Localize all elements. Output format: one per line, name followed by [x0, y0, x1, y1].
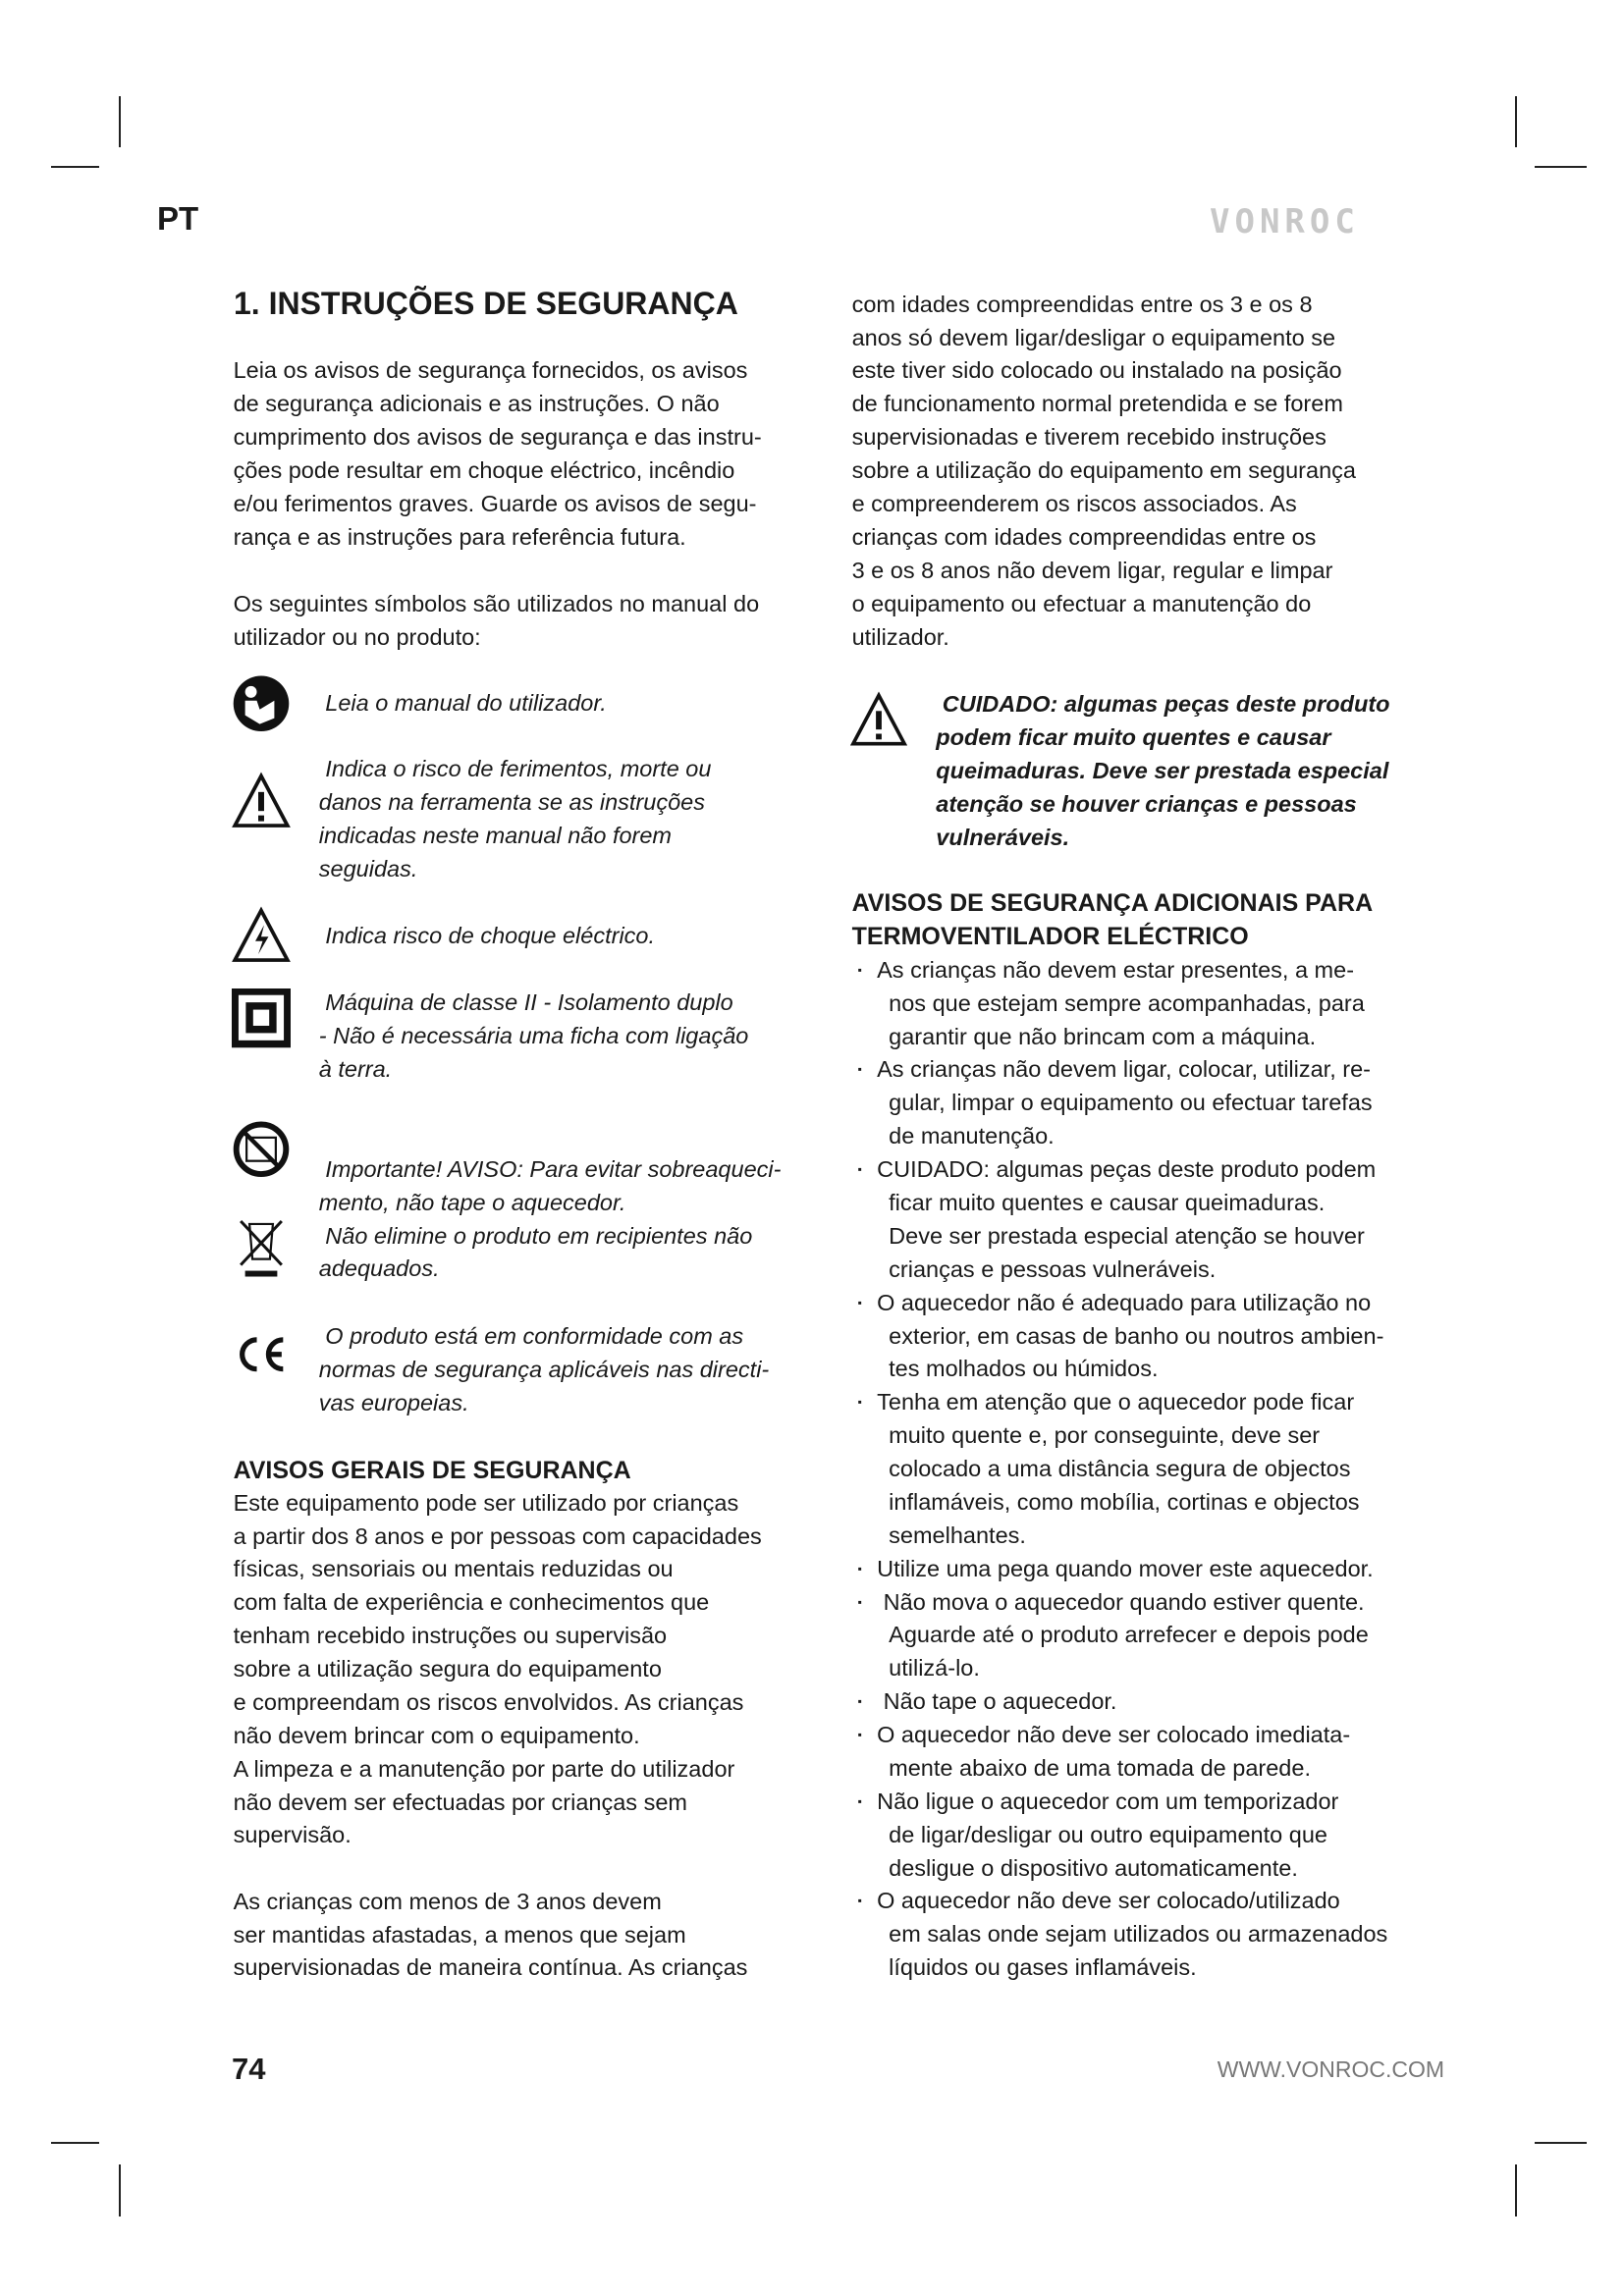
- general-warnings-line: com falta de experiência e conhecimentos que: [233, 1589, 710, 1616]
- bullet-item-line: As crianças não devem estar presentes, a me-: [877, 956, 1355, 983]
- symbol-description-line: vas europeias.: [318, 1389, 469, 1415]
- crop-mark: [119, 2164, 121, 2216]
- crop-mark: [1515, 2164, 1517, 2216]
- symbol-description-line: Importante! AVISO: Para evitar sobreaqueci-: [318, 1155, 782, 1182]
- weee-bin-icon: [232, 1215, 291, 1283]
- ce-mark-icon: [232, 1325, 291, 1393]
- symbol-description-line: normas de segurança aplicáveis nas directi-: [318, 1356, 770, 1382]
- children-warning-line: supervisionadas de maneira contínua. As crianças: [233, 1954, 748, 1981]
- continued-text-line: de funcionamento normal pretendida e se forem: [851, 391, 1343, 417]
- general-warnings-line: A limpeza e a manutenção por parte do utilizador: [233, 1755, 735, 1782]
- warning-triangle-icon: [850, 691, 907, 753]
- continued-text-line: o equipamento ou efectuar a manutenção do: [851, 590, 1312, 616]
- general-warnings-line: sobre a utilização segura do equipamento: [233, 1656, 662, 1682]
- continued-text-line: este tiver sido colocado ou instalado na posição: [851, 357, 1342, 384]
- bullet-icon: ▪: [857, 1594, 862, 1609]
- bullet-item-line: crianças e pessoas vulneráveis.: [889, 1255, 1217, 1282]
- intro-paragraph-line: Leia os avisos de segurança fornecidos, os avisos: [233, 357, 748, 384]
- page-number: 74: [232, 2052, 266, 2086]
- bullet-item-line: de manutenção.: [889, 1123, 1055, 1149]
- vonroc-logo: VONROC: [1210, 202, 1360, 241]
- general-warnings-line: Este equipamento pode ser utilizado por crianças: [233, 1489, 739, 1516]
- intro-paragraph-line: cumprimento dos avisos de segurança e das instru-: [233, 424, 762, 451]
- bullet-icon: ▪: [857, 1395, 862, 1410]
- bullet-item-line: As crianças não devem ligar, colocar, utilizar, re-: [877, 1056, 1371, 1083]
- bullet-item-line: Aguarde até o produto arrefecer e depois pode: [889, 1622, 1369, 1648]
- bullet-item-line: em salas onde sejam utilizados ou armazenados: [889, 1921, 1388, 1948]
- bullet-item-line: exterior, em casas de banho ou noutros ambien-: [889, 1322, 1384, 1349]
- crop-mark: [1535, 166, 1587, 168]
- intro-paragraph-line: ções pode resultar em choque eléctrico, incêndio: [233, 457, 735, 484]
- read-manual-icon: [232, 674, 291, 742]
- general-warnings-line: físicas, sensoriais ou mentais reduzidas ou: [233, 1556, 674, 1582]
- caution-line: atenção se houver crianças e pessoas: [936, 790, 1357, 817]
- intro-paragraph-line: e/ou ferimentos graves. Guarde os avisos de segu-: [233, 490, 757, 516]
- bullet-item-line: Deve ser prestada especial atenção se houver: [889, 1222, 1365, 1249]
- bullet-item-line: inflamáveis, como mobília, cortinas e objectos: [889, 1488, 1360, 1515]
- bullet-item-line: Não ligue o aquecedor com um temporizador: [877, 1788, 1339, 1814]
- continued-text-line: 3 e os 8 anos não devem ligar, regular e limpar: [851, 557, 1333, 583]
- bullet-item-line: O aquecedor não deve ser colocado/utilizado: [877, 1888, 1340, 1914]
- bullet-item-line: Não tape o aquecedor.: [877, 1688, 1117, 1715]
- general-warnings-line: tenham recebido instruções ou supervisão: [233, 1623, 668, 1649]
- caution-line: podem ficar muito quentes e causar: [936, 724, 1331, 751]
- symbol-description-line: seguidas.: [318, 856, 418, 881]
- bullet-item-line: líquidos ou gases inflamáveis.: [889, 1954, 1197, 1981]
- caution-line: CUIDADO: algumas peças deste produto: [936, 691, 1390, 718]
- bullet-item-line: desligue o dispositivo automaticamente.: [889, 1854, 1298, 1881]
- language-code: PT: [157, 200, 199, 237]
- symbol-description-line: Máquina de classe II - Isolamento duplo: [318, 988, 733, 1015]
- crop-mark: [119, 96, 121, 147]
- symbol-description-line: adequados.: [318, 1255, 440, 1282]
- bullet-item-line: mente abaixo de uma tomada de parede.: [889, 1754, 1311, 1781]
- continued-text-line: e compreenderem os riscos associados. As: [851, 490, 1297, 516]
- caution-line: queimaduras. Deve ser prestada especial: [936, 757, 1389, 783]
- general-warnings-line: não devem ser efectuadas por crianças sem: [233, 1789, 687, 1815]
- bullet-item-line: Tenha em atenção que o aquecedor pode ficar: [877, 1389, 1355, 1415]
- crop-mark: [1535, 2142, 1587, 2144]
- bullet-icon: ▪: [857, 1694, 862, 1709]
- general-warnings-line: supervisão.: [233, 1822, 352, 1848]
- bullet-icon: ▪: [857, 1062, 862, 1077]
- bullet-icon: ▪: [857, 1162, 862, 1177]
- symbols-intro-line: utilizador ou no produto:: [233, 623, 481, 650]
- bullet-item-line: CUIDADO: algumas peças deste produto podem: [877, 1156, 1377, 1183]
- symbol-description-line: indicadas neste manual não forem: [318, 823, 673, 849]
- bullet-item-line: Utilize uma pega quando mover este aquecedor.: [877, 1555, 1374, 1581]
- class-ii-double-insulation-icon: [232, 988, 291, 1056]
- bullet-item-line: tes molhados ou húmidos.: [889, 1356, 1159, 1382]
- general-warnings-line: e compreendam os riscos envolvidos. As crianças: [233, 1688, 744, 1715]
- general-warnings-line: a partir dos 8 anos e por pessoas com capacidades: [233, 1522, 762, 1549]
- bullet-item-line: utilizá-lo.: [889, 1655, 980, 1682]
- bullet-item-line: muito quente e, por conseguinte, deve ser: [889, 1422, 1321, 1449]
- symbol-description-line: Indica o risco de ferimentos, morte ou: [318, 756, 712, 782]
- bullet-item-line: garantir que não brincam com a máquina.: [889, 1023, 1317, 1049]
- bullet-item-line: gular, limpar o equipamento ou efectuar tarefas: [889, 1090, 1373, 1116]
- bullet-icon: ▪: [857, 1728, 862, 1742]
- bullet-item-line: O aquecedor não deve ser colocado imediata-: [877, 1722, 1351, 1748]
- do-not-cover-icon: [232, 1120, 291, 1188]
- bullet-item-line: nos que estejam sempre acompanhadas, para: [889, 989, 1365, 1016]
- continued-text-line: anos só devem ligar/desligar o equipamento se: [851, 324, 1336, 350]
- continued-text-line: crianças com idades compreendidas entre os: [851, 523, 1317, 550]
- crop-mark: [51, 2142, 99, 2144]
- bullet-icon: ▪: [857, 1793, 862, 1808]
- children-warning-line: As crianças com menos de 3 anos devem: [233, 1888, 662, 1914]
- continued-text-line: com idades compreendidas entre os 3 e os 8: [851, 291, 1313, 317]
- section-title: 1. INSTRUÇÕES DE SEGURANÇA: [234, 286, 738, 321]
- heater-warnings-heading: TERMOVENTILADOR ELÉCTRICO: [851, 923, 1249, 951]
- continued-text-line: utilizador.: [851, 623, 949, 650]
- electric-shock-icon: [232, 906, 291, 974]
- intro-paragraph-line: de segurança adicionais e as instruções. O não: [233, 391, 720, 417]
- symbol-description-line: à terra.: [318, 1055, 393, 1082]
- children-warning-line: ser mantidas afastadas, a menos que sejam: [233, 1921, 686, 1948]
- caution-line: vulneráveis.: [936, 824, 1070, 850]
- crop-mark: [51, 166, 99, 168]
- symbol-description-line: Leia o manual do utilizador.: [318, 689, 607, 716]
- bullet-icon: ▪: [857, 1295, 862, 1309]
- bullet-item-line: Não mova o aquecedor quando estiver quente.: [877, 1588, 1365, 1615]
- bullet-item-line: semelhantes.: [889, 1522, 1026, 1548]
- general-warnings-heading: AVISOS GERAIS DE SEGURANÇA: [233, 1456, 631, 1484]
- bullet-item-line: O aquecedor não é adequado para utilização no: [877, 1289, 1372, 1315]
- bullet-icon: ▪: [857, 962, 862, 977]
- bullet-item-line: colocado a uma distância segura de objectos: [889, 1456, 1351, 1481]
- symbol-description-line: - Não é necessária uma ficha com ligação: [318, 1022, 749, 1048]
- website-link[interactable]: WWW.VONROC.COM: [1217, 2056, 1444, 2082]
- intro-paragraph-line: rança e as instruções para referência futura.: [233, 523, 686, 550]
- heater-warnings-heading: AVISOS DE SEGURANÇA ADICIONAIS PARA: [851, 889, 1374, 918]
- symbol-description-line: Não elimine o produto em recipientes não: [318, 1222, 753, 1249]
- bullet-icon: ▪: [857, 1894, 862, 1908]
- continued-text-line: supervisionadas e tiverem recebido instruções: [851, 424, 1326, 451]
- continued-text-line: sobre a utilização do equipamento em segurança: [851, 457, 1356, 484]
- symbol-description-line: O produto está em conformidade com as: [318, 1322, 744, 1349]
- symbols-intro-line: Os seguintes símbolos são utilizados no manual do: [233, 590, 760, 616]
- bullet-item-line: de ligar/desligar ou outro equipamento que: [889, 1821, 1327, 1847]
- warning-triangle-icon: [232, 772, 291, 839]
- bullet-icon: ▪: [857, 1561, 862, 1575]
- bullet-item-line: ficar muito quentes e causar queimaduras.: [889, 1189, 1326, 1215]
- general-warnings-line: não devem brincar com o equipamento.: [233, 1722, 640, 1748]
- symbol-description-line: Indica risco de choque eléctrico.: [318, 923, 656, 949]
- symbol-description-line: danos na ferramenta se as instruções: [318, 789, 705, 816]
- crop-mark: [1515, 96, 1517, 147]
- symbol-description-line: mento, não tape o aquecedor.: [318, 1189, 626, 1215]
